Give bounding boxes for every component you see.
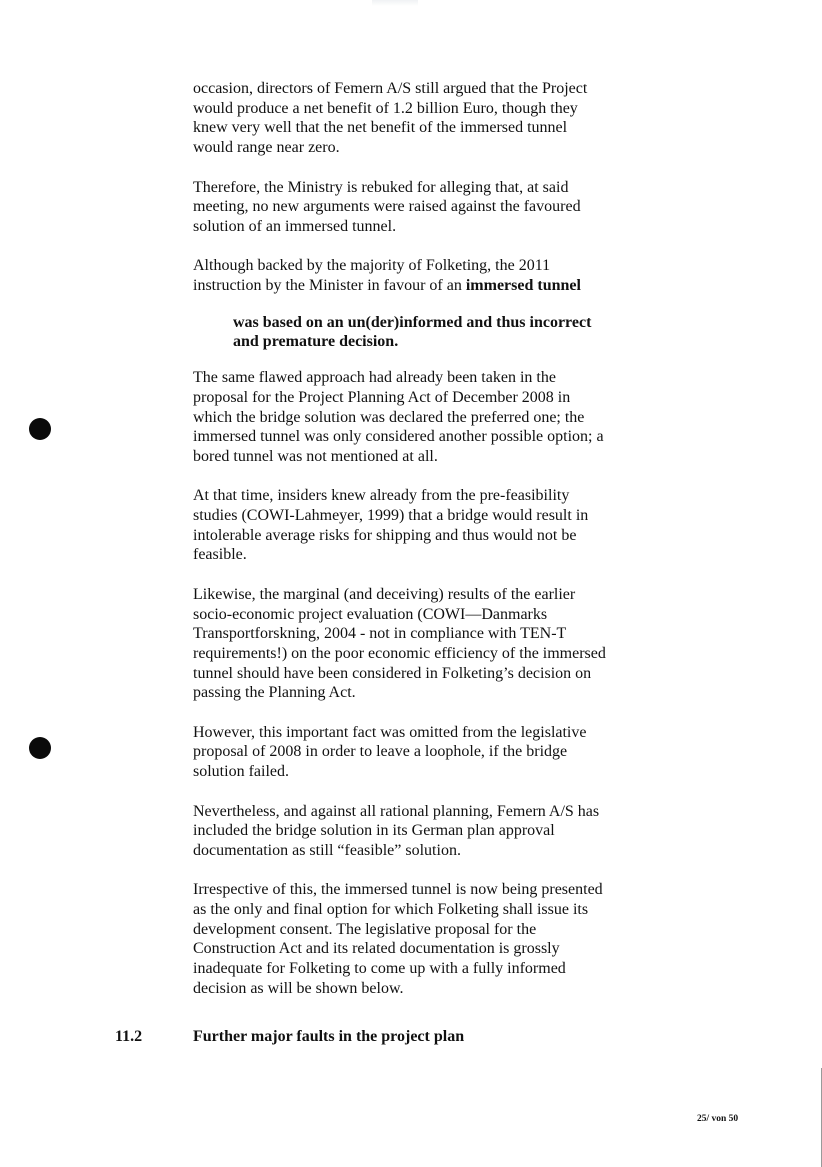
text-line: meeting, no new arguments were raised against the favoured (193, 198, 581, 216)
paragraph-socio-economic (193, 585, 638, 703)
text-line: Construction Act and its related documentation is grossly (193, 940, 560, 958)
paragraph-ministry-rebuked (193, 178, 638, 237)
paragraph-nevertheless (193, 802, 638, 861)
text-line: solution failed. (193, 763, 289, 781)
text-line: bored tunnel was not mentioned at all. (193, 447, 438, 465)
paragraph-flawed-approach (193, 368, 638, 467)
text-line: The same flawed approach had already been taken in the (193, 369, 556, 387)
text-line: proposal for the Project Planning Act of December 2008 in (193, 388, 571, 406)
text-line: requirements!) on the poor economic efficiency of the immersed (193, 644, 606, 662)
text-line: knew very well that the net benefit of the immersed tunnel (193, 119, 568, 137)
text-line: Irrespective of this, the immersed tunnel is now being presented (193, 881, 603, 899)
scan-smudge (372, 0, 418, 6)
punch-hole-bottom (29, 737, 51, 759)
text-line: which the bridge solution was declared the preferred one; the (193, 408, 585, 426)
text-line: Nevertheless, and against all rational planning, Femern A/S has (193, 802, 600, 820)
text-line: Therefore, the Ministry is rebuked for alleging that, at said (193, 178, 569, 196)
text-line: Transportforskning, 2004 - not in compliance with TEN-T (193, 625, 567, 643)
text-line: and premature decision. (233, 333, 399, 351)
text-line: At that time, insiders knew already from the pre-feasibility (193, 487, 570, 505)
text-line: Although backed by the majority of Folketing, the 2011 (193, 257, 551, 275)
text-line: feasible. (193, 546, 247, 564)
text-line: as the only and final option for which Folketing shall issue its (193, 901, 589, 919)
emphasized-conclusion (233, 313, 633, 352)
paragraph-folketing-instruction (193, 256, 638, 295)
text-line: decision as will be shown below. (193, 979, 404, 997)
paragraph-insiders (193, 486, 638, 565)
text-line: development consent. The legislative proposal for the (193, 920, 537, 938)
bold-phrase-immersed-tunnel: immersed tunnel (465, 277, 581, 294)
text-line: included the bridge solution in its German plan approval (193, 822, 555, 840)
text-line: studies (COWI-Lahmeyer, 1999) that a bridge would result in (193, 507, 589, 525)
text-line: would range near zero. (193, 139, 340, 157)
text-line: instruction by the Minister in favour of an (193, 277, 466, 294)
section-number: 11.2 (115, 1028, 143, 1045)
text-line: inadequate for Folketing to come up with a fully informed (193, 960, 566, 978)
text-line: occasion, directors of Femern A/S still argued that the Project (193, 80, 588, 97)
text-line: solution of an immersed tunnel. (193, 217, 397, 235)
text-line: would produce a net benefit of 1.2 billion Euro, though they (193, 99, 578, 117)
text-line: documentation as still “feasible” solution. (193, 841, 461, 859)
text-line: However, this important fact was omitted from the legislative (193, 723, 587, 741)
paragraph-net-benefit (193, 79, 638, 158)
paragraph-irrespective (193, 880, 638, 998)
body-text (193, 79, 638, 999)
text-line: proposal of 2008 in order to leave a loophole, if the bridge (193, 743, 568, 761)
paragraph-omitted-fact (193, 723, 638, 782)
text-line: Likewise, the marginal (and deceiving) results of the earlier (193, 585, 576, 603)
text-line: socio-economic project evaluation (COWI—Danmarks (193, 605, 548, 623)
page-number: 25/ von 50 (697, 1114, 739, 1124)
punch-hole-top (29, 418, 51, 440)
text-line: was based on an un(der)informed and thus incorrect (233, 313, 592, 331)
text-line: intolerable average risks for shipping and thus would not be (193, 526, 577, 544)
text-line: tunnel should have been considered in Folketing’s decision on (193, 664, 592, 682)
section-title: Further major faults in the project plan (193, 1028, 465, 1045)
text-line: immersed tunnel was only considered another possible option; a (193, 428, 604, 446)
text-line: passing the Planning Act. (193, 684, 356, 702)
